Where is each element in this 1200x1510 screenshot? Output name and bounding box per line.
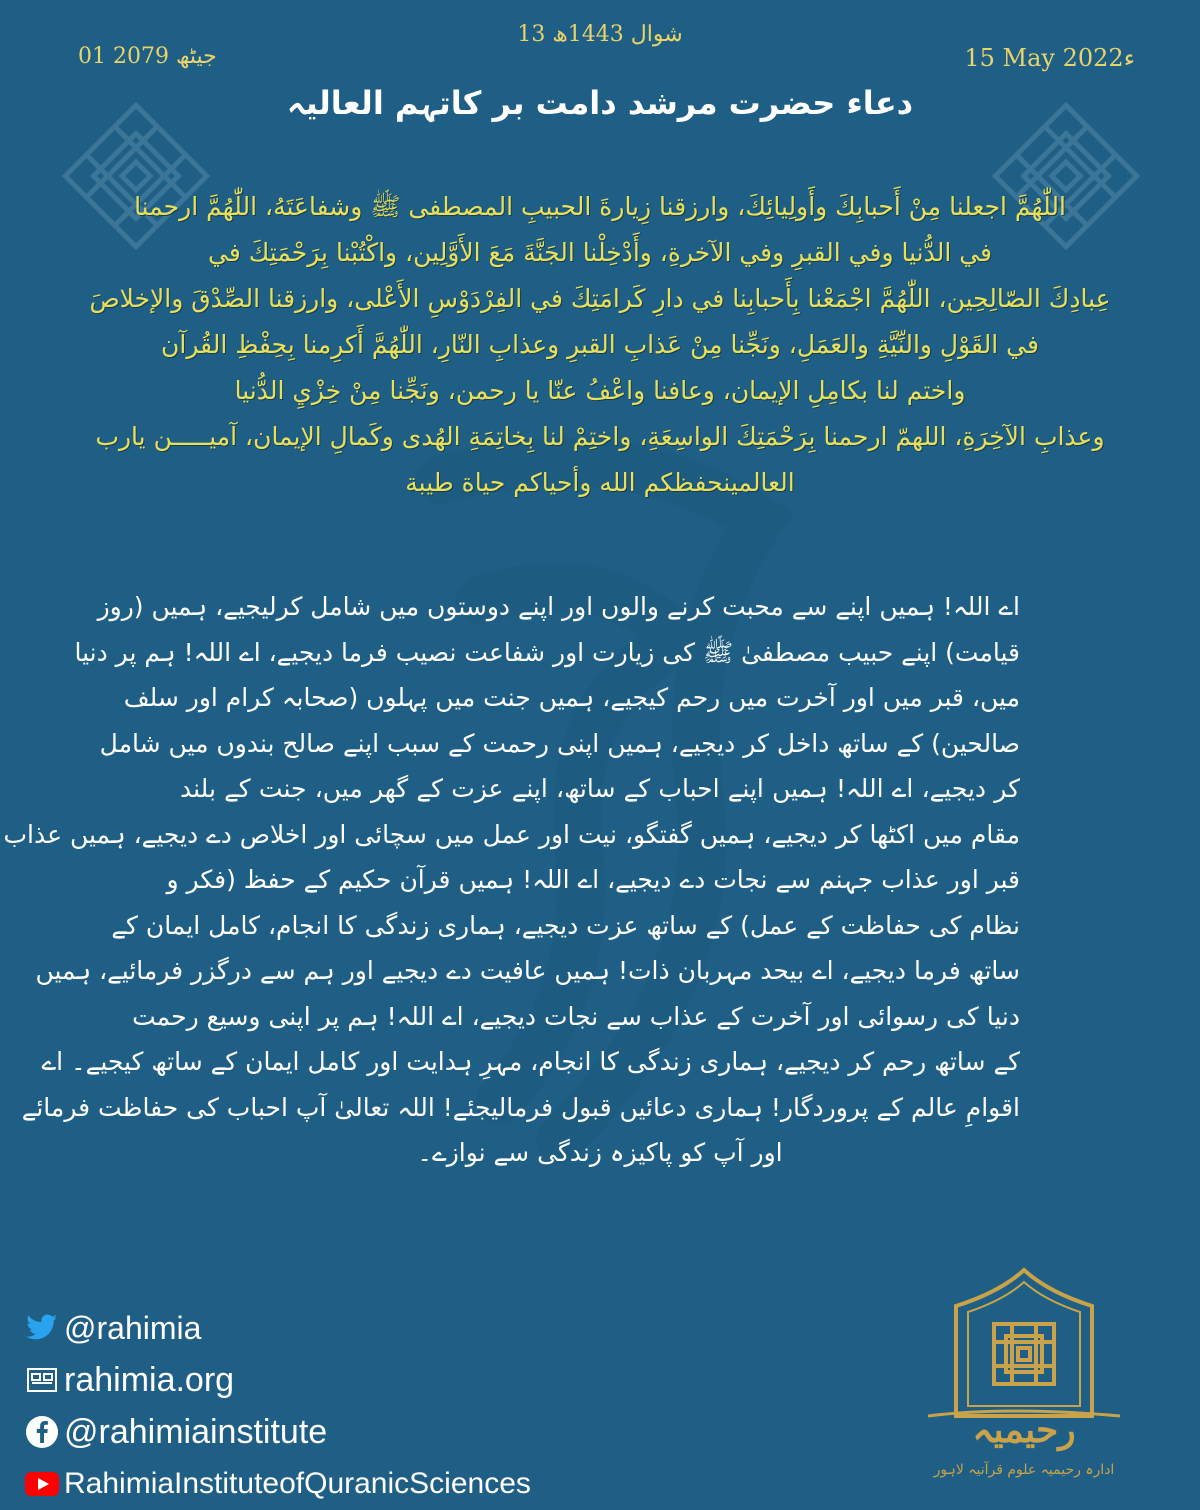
gregorian-date: 15 May 2022ء	[964, 44, 1135, 72]
hijri-date: 13 شوال 1443ھ	[517, 22, 683, 47]
logo-wordmark: رحیمیہ	[972, 1409, 1076, 1451]
logo-subtitle: ادارہ رحیمیہ علوم قرآنیہ لاہور	[933, 1462, 1115, 1478]
urdu-translation-line: نظام کی حفاظت کے عمل) کے ساتھ عزت دیجیے، ہماری زندگی کا انجام، کامل ایمان کے	[111, 910, 1020, 940]
urdu-translation-line: دنیا کی رسوائی اور آخرت کے عذاب سے نجات دیجیے، اے اللہ! ہم پر اپنی وسیع رحمت	[132, 1001, 1020, 1031]
rahimia-emblem-icon	[888, 1266, 1160, 1490]
twitter-handle: @rahimia	[64, 1309, 202, 1346]
urdu-translation-line: کر دیجیے، اے اللہ! ہمیں اپنے احباب کے ساتھ، اپنے عزت کے گھر میں، جنت کے بلند	[180, 774, 1020, 803]
youtube-icon	[24, 1466, 60, 1502]
twitter-icon	[24, 1310, 60, 1346]
urdu-translation	[3, 584, 1020, 1176]
website-url: rahimia.org	[64, 1360, 235, 1399]
arabic-dua-line: العالمینحفظکم الله وأحیاکم حیاة طیبة	[405, 468, 795, 497]
bikrami-date: 01 جیٹھ 2079	[78, 44, 217, 69]
social-links	[24, 1302, 531, 1510]
urdu-translation-line: میں، قبر میں اور آخرت میں رحم کیجیے، ہمیں جنت میں پہلوں (صحابہ کرام اور سلف	[123, 683, 1020, 712]
urdu-translation-line: قیامت) اپنے حبیب مصطفیٰ ﷺ کی زیارت اور شفاعت نصیب فرما دیجیے، اے اللہ! ہم پر دنیا	[74, 637, 1020, 667]
arabic-dua-line: وعذابِ الآخِرَةِ، اللهمّ ارحمنا بِرَحْمَتِكَ الواسِعَةِ، واختِمْ لنا بِخاتِمَةِ الهُدى وكَمالِ الإيمان، آمیـــــن یارب	[95, 422, 1105, 451]
facebook-icon	[24, 1414, 60, 1450]
rahimia-logo	[888, 1266, 1160, 1490]
youtube-link[interactable]	[24, 1458, 531, 1510]
urdu-translation-line: قبر اور عذاب جہنم سے نجات دے دیجیے، اے اللہ! ہمیں قرآن حکیم کے حفظ (فکر و	[166, 865, 1020, 894]
urdu-translation-line: مقام میں اکٹھا کر دیجیے، ہمیں گفتگو، نیت اور عمل میں سچائی اور اخلاص دے دیجیے، ہمیں عذاب	[3, 819, 1020, 849]
facebook-link[interactable]	[24, 1406, 531, 1458]
arabic-dua-line: اللّٰهُمَّ اجعلنا مِنْ أَحبابِكَ وأَولِيائِكَ، وارزقنا زِيارةَ الحبيبِ المصطفى ﷺ وشفاعَتَهُ، اللّٰهُمَّ ارحمنا	[134, 192, 1066, 221]
arabic-dua-line: في الدُّنيا وفي القبرِ وفي الآخرةِ، وأَدْخِلْنا الجَنَّةَ مَعَ الأَوَّلِين، واكْتُبْنا بِرَحْمَتِكَ في	[208, 238, 992, 267]
urdu-translation-line: اقوامِ عالم کے پروردگار! ہماری دعائیں قبول فرمالیجئے! اللہ تعالیٰ آپ احباب کی حفاظت فرمائے	[21, 1092, 1020, 1122]
website-link[interactable]	[24, 1354, 531, 1406]
youtube-channel: RahimiaInstituteofQuranicSciences	[64, 1467, 531, 1500]
urdu-translation-line: کے ساتھ رحم کر دیجیے، ہماری زندگی کا انجام، مہرِ ہدایت اور کامل ایمان کے ساتھ کیجیے۔ اے	[41, 1047, 1020, 1076]
arabic-dua-line: في القَوْلِ والنِّيَّةِ والعَمَلِ، ونَجِّنا مِنْ عَذابِ القبرِ وعذابِ النّارِ، اللّٰهُمَّ أَكرِمنا بِحِفْظِ القُرآن	[161, 330, 1039, 359]
arabic-dua	[60, 184, 1140, 506]
arabic-dua-line: واختم لنا بكامِلِ الإيمان، وعافنا واعْفُ عنّا يا رحمن، ونَجِّنا مِنْ خِزْيِ الدُّنيا	[234, 376, 966, 405]
page-title: دعاء حضرت مرشد دامت بر کاتہم العالیہ	[286, 84, 914, 122]
urdu-translation-line: اور آپ کو پاکیزہ زندگی سے نوازے۔	[417, 1138, 783, 1167]
urdu-translation-line: صالحین) کے ساتھ داخل کر دیجیے، ہمیں اپنی رحمت کے سبب اپنے صالح بندوں میں شامل	[99, 728, 1020, 758]
urdu-translation-line: اے اللہ! ہمیں اپنے سے محبت کرنے والوں اور اپنے دوستوں میں شامل کرلیجیے، ہمیں (روز	[97, 592, 1020, 621]
facebook-handle: @rahimiainstitute	[64, 1412, 328, 1451]
twitter-link[interactable]	[24, 1302, 531, 1354]
arabic-dua-line: عِبادِكَ الصّالِحِين، اللّٰهُمَّ اجْمَعْنا بِأَحبابِنا في دارِ كَرامَتِكَ في الفِرْدَوْسِ الأَعْلى، وارزقنا الصِّدْقَ والإخلاصَ	[89, 284, 1111, 313]
website-icon	[24, 1362, 60, 1398]
urdu-translation-line: ساتھ فرما دیجیے، اے بیحد مہربان ذات! ہمیں عافیت دے دیجیے اور ہم سے درگزر فرمائیے، ہمیں	[35, 956, 1020, 985]
